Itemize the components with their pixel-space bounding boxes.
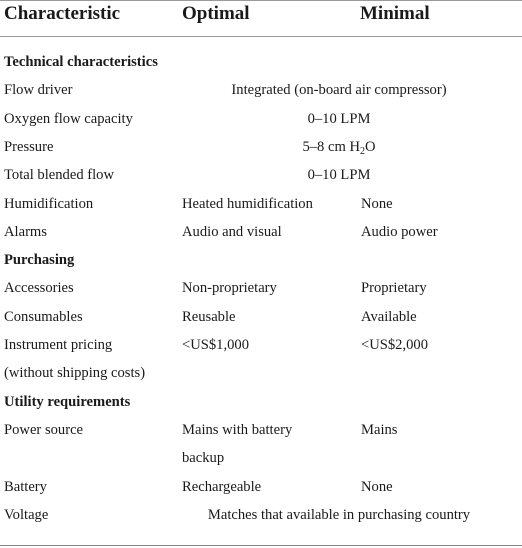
row-label: (without shipping costs): [4, 365, 146, 382]
row-label: Alarms: [4, 223, 47, 240]
optimal-value: Audio and visual: [182, 223, 282, 240]
table-row: [0, 222, 522, 250]
optimal-value: backup: [182, 450, 225, 467]
spanning-value-text: Matches that available in purchasing country: [207, 506, 471, 523]
value-suffix: O: [365, 138, 376, 155]
row-label: Oxygen flow capacity: [4, 110, 133, 127]
table-row: [0, 477, 522, 505]
spanning-value: [182, 505, 496, 525]
header-bottom-rule: [0, 36, 522, 37]
section-heading: Technical characteristics: [4, 54, 158, 70]
row-label: Pressure: [4, 138, 54, 155]
section-heading-row: [0, 52, 522, 80]
table-bottom-rule: [0, 545, 522, 546]
row-label: Power source: [4, 421, 84, 438]
value-subscript: 2: [360, 145, 365, 157]
spanning-value: [182, 165, 496, 185]
spanning-value-text: 0–10 LPM: [307, 167, 371, 184]
row-label: Accessories: [4, 280, 74, 297]
minimal-value: None: [361, 195, 393, 212]
table-header-row: [0, 0, 522, 36]
spanning-value-text: 0–10 LPM: [307, 110, 371, 127]
optimal-value: Non-proprietary: [182, 280, 277, 297]
minimal-value: <US$2,000: [361, 337, 429, 353]
optimal-value: Rechargeable: [182, 478, 262, 495]
table-row: [0, 165, 522, 193]
spanning-value-text: Integrated (on-board air compressor): [231, 82, 447, 99]
row-label: Instrument pricing: [4, 337, 113, 353]
optimal-value: Reusable: [182, 308, 236, 325]
table-row: [0, 80, 522, 108]
section-heading-row: [0, 392, 522, 420]
header-minimal: Minimal: [360, 3, 430, 24]
minimal-value: Audio power: [361, 223, 438, 240]
table-row: [0, 307, 522, 335]
row-label: Humidification: [4, 195, 94, 212]
table-row: [0, 278, 522, 306]
table-row: [0, 420, 522, 448]
optimal-value: Mains with battery: [182, 421, 293, 438]
section-heading-row: [0, 250, 522, 278]
section-heading: Utility requirements: [4, 393, 131, 410]
row-label: Flow driver: [4, 82, 73, 99]
minimal-value: Mains: [361, 421, 398, 438]
table-row: [0, 109, 522, 137]
table-row: [0, 363, 522, 391]
row-label: Voltage: [4, 506, 49, 523]
optimal-value: Heated humidification: [182, 195, 313, 212]
spanning-value-text: 5–8 cm H: [302, 138, 360, 155]
table-row: [0, 505, 522, 533]
section-heading: Purchasing: [4, 252, 75, 269]
header-characteristic: Characteristic: [4, 3, 121, 24]
minimal-value: Available: [361, 308, 417, 325]
table-row: [0, 137, 522, 165]
spanning-value: [182, 80, 496, 100]
row-label: Total blended flow: [4, 167, 115, 184]
minimal-value: None: [361, 478, 393, 495]
spanning-value: [182, 137, 496, 157]
row-label: Consumables: [4, 308, 83, 325]
header-optimal: Optimal: [182, 3, 250, 24]
row-label: Battery: [4, 478, 47, 495]
spanning-value: [182, 109, 496, 129]
optimal-value: <US$1,000: [182, 337, 250, 353]
table-row: [0, 448, 522, 476]
minimal-value: Proprietary: [361, 280, 427, 297]
table-row: [0, 194, 522, 222]
table-row: [0, 335, 522, 363]
